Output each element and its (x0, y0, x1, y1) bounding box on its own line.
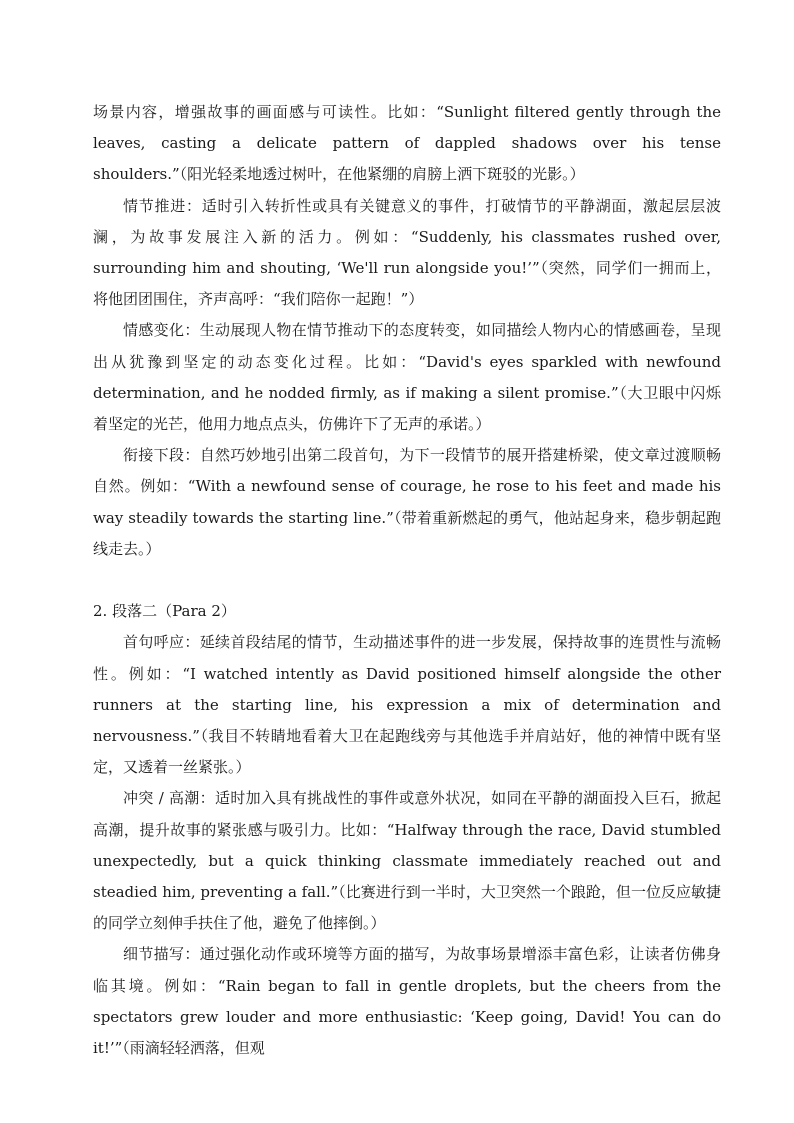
paragraph-opening-echo: 首句呼应：延续首段结尾的情节，生动描述事件的进一步发展，保持故事的连贯性与流畅性。例如：“I watched intently as David positioned himself alongside the other runners at the starting line, his expression a mix of determination and nervousness.”（我目不转睛地看着大卫在起跑线旁与其他选手并肩站好，他的神情中既有坚定，又透着一丝紧张。） (93, 633, 721, 777)
paragraph-scene-continuation: 场景内容，增强故事的画面感与可读性。比如：“Sunlight filtered gently through the leaves, casting a delicate pattern of dappled shadows over his tense shoulders.”（阳光轻柔地透过树叶，在他紧绷的肩膀上洒下斑驳的光影。） (93, 103, 721, 184)
paragraph-transition: 衔接下段：自然巧妙地引出第二段首句，为下一段情节的展开搭建桥梁，使文章过渡顺畅自然。例如：“With a newfound sense of courage, he rose to his feet and made his way steadily towards the starting line.”（带着重新燃起的勇气，他站起身来，稳步朝起跑线走去。） (93, 446, 721, 558)
section-heading-para-2: 2. 段落二（Para 2） (93, 602, 236, 621)
paragraph-conflict-climax: 冲突 / 高潮：适时加入具有挑战性的事件或意外状况，如同在平静的湖面投入巨石，掀起高潮，提升故事的紧张感与吸引力。比如：“Halfway through the race, David stumbled unexpectedly, but a quick thinking classmate immediately reached out and steadied him, preventing a fall.”（比赛进行到一半时，大卫突然一个踉跄，但一位反应敏捷的同学立刻伸手扶住了他，避免了他摔倒。） (93, 789, 721, 933)
document-body (93, 97, 721, 1064)
paragraph-plot-advance: 情节推进：适时引入转折性或具有关键意义的事件，打破情节的平静湖面，激起层层波澜，为故事发展注入新的活力。例如：“Suddenly, his classmates rushed over, surrounding him and shouting, ‘We'll run alongside you!’”（突然，同学们一拥而上，将他团团围住，齐声高呼：“我们陪你一起跑！”） (93, 196, 721, 309)
paragraph-detail-description: 细节描写：通过强化动作或环境等方面的描写，为故事场景增添丰富色彩，让读者仿佛身临其境。例如：“Rain began to fall in gentle droplets, but the cheers from the spectators grew louder and more enthusiastic: ‘Keep going, David! You can do it!’”（雨滴轻轻洒落，但观 (93, 945, 721, 1058)
paragraph-emotion-change: 情感变化：生动展现人物在情节推动下的态度转变，如同描绘人物内心的情感画卷，呈现出从犹豫到坚定的动态变化过程。比如：“David's eyes sparkled with newfound determination, and he nodded firmly, as if making a silent promise.”（大卫眼中闪烁着坚定的光芒，他用力地点点头，仿佛许下了无声的承诺。） (93, 321, 721, 434)
